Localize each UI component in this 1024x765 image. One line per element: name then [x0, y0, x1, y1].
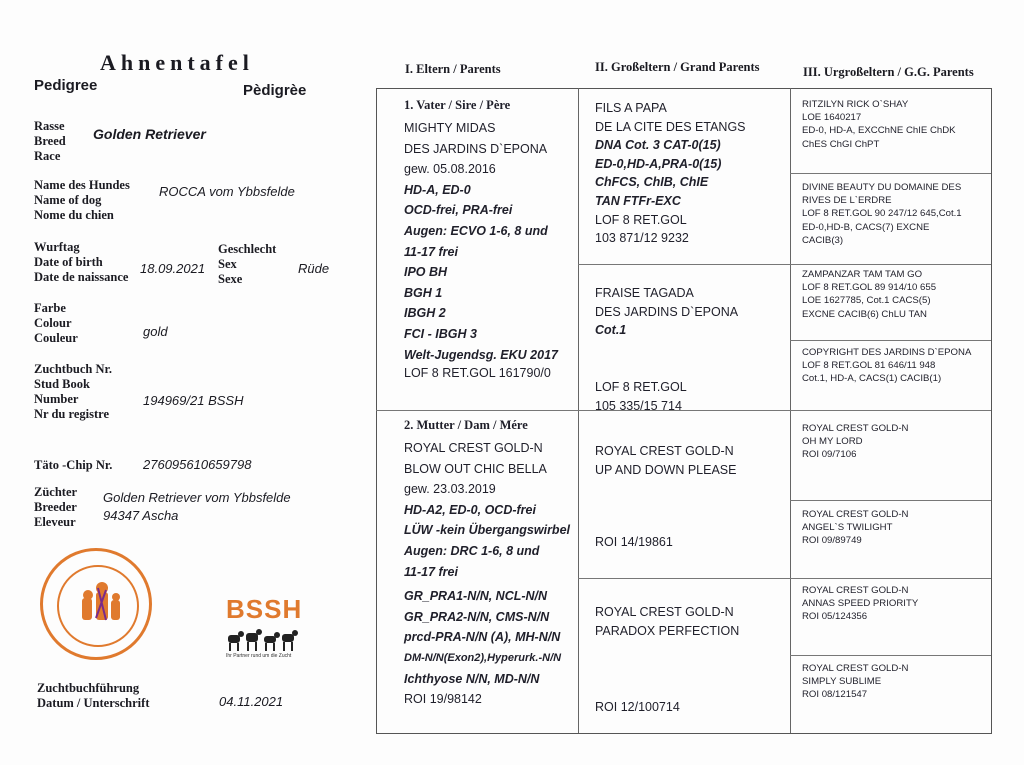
sire-heading: 1. Vater / Sire / Père — [404, 98, 511, 112]
dog-name-value: ROCCA vom Ybbsfelde — [159, 184, 295, 199]
grandparent-4: ROYAL CREST GOLD-N PARADOX PERFECTION — [595, 605, 740, 638]
breeder-value: Golden Retriever vom Ybbsfelde 94347 Ascha — [103, 490, 291, 523]
sire-cell: 1. Vater / Sire / Père MIGHTY MIDAS DES JARDINS D`EPONA gew. 05.08.2016 HD-A, ED-0 OCD-frei, PRA-frei Augen: ECVO 1-6, 8 und 11-17 frei IPO BH BGH 1 IBGH 2 FCI - IBGH 3 Welt-Jugendsg. EKU 2017 LOF 8 RET.GOL 161790/0 — [404, 98, 558, 381]
dog-name-labels: Name des Hundes Name of dog Nome du chien — [34, 178, 130, 222]
signature-labels: Zuchtbuchführung Datum / Unterschrift — [37, 681, 150, 710]
great-grandparent-1: RITZILYN RICK O`SHAY LOE 1640217 ED-0, HD-A, EXCChNE ChIE ChDK ChES ChGI ChPT — [802, 99, 956, 150]
chip-value: 276095610659798 — [143, 457, 252, 472]
stamp-dogs-icon — [40, 548, 152, 660]
association-stamp — [40, 548, 152, 660]
great-grandparent-3: ZAMPANZAR TAM TAM GO LOF 8 RET.GOL 89 914/10 655 LOE 1627785, Cot.1 CACS(5) EXCNE CACIB(6) ChLU TAN — [802, 269, 937, 320]
breed-labels: Rasse Breed Race — [34, 119, 66, 163]
birth-value: 18.09.2021 — [140, 261, 206, 276]
bssh-logo: BSSH Ihr Partner rund um die Zucht — [226, 594, 303, 659]
signature-date: 04.11.2021 — [219, 694, 284, 709]
pedigree-en: Pedigree — [34, 77, 98, 94]
dog-silhouettes-icon — [226, 627, 298, 653]
great-grandparent-2: DIVINE BEAUTY DU DOMAINE DES RIVES DE L`ERDRE LOF 8 RET.GOL 90 247/12 645,Cot.1 ED-0,HD-B, CACS(7) EXCNE CACIB(3) — [802, 182, 962, 246]
chip-label: Täto -Chip Nr. — [34, 458, 113, 472]
birth-labels: Wurftag Date of birth Date de naissance — [34, 240, 129, 284]
grandparent-2: FRAISE TAGADA DES JARDINS D`EPONA Cot.1 — [595, 286, 739, 338]
grandparent-4-reg: ROI 12/100714 — [595, 700, 680, 714]
grandparent-3-reg: ROI 14/19861 — [595, 535, 673, 549]
header-greatgrandparents: III. Urgroßeltern / G.G. Parents — [803, 65, 974, 79]
grandparent-3: ROYAL CREST GOLD-N UP AND DOWN PLEASE — [595, 444, 737, 477]
studbook-value: 194969/21 BSSH — [143, 393, 244, 408]
sex-labels: Geschlecht Sex Sexe — [218, 242, 277, 286]
studbook-labels: Zuchtbuch Nr. Stud Book Number Nr du registre — [34, 362, 113, 421]
colour-labels: Farbe Colour Couleur — [34, 301, 78, 345]
great-grandparent-8: ROYAL CREST GOLD-N SIMPLY SUBLIME ROI 08/121547 — [802, 663, 909, 701]
breeder-labels: Züchter Breeder Eleveur — [34, 485, 78, 529]
great-grandparent-5: ROYAL CREST GOLD-N OH MY LORD ROI 09/7106 — [802, 423, 909, 461]
grandparent-2-reg: LOF 8 RET.GOL 105 335/15 714 — [595, 380, 687, 413]
header-parents: I. Eltern / Parents — [405, 62, 501, 76]
great-grandparent-7: ROYAL CREST GOLD-N ANNAS SPEED PRIORITY ROI 05/124356 — [802, 585, 919, 623]
pedigree-fr: Pèdigrèe — [243, 82, 307, 99]
dam-heading: 2. Mutter / Dam / Mére — [404, 418, 528, 432]
great-grandparent-4: COPYRIGHT DES JARDINS D`EPONA LOF 8 RET.GOL 81 646/11 948 Cot.1, HD-A, CACS(1) CACIB(1) — [802, 347, 972, 385]
colour-value: gold — [143, 324, 168, 339]
sex-value: Rüde — [298, 261, 330, 276]
document-title: Ahnentafel — [100, 50, 254, 75]
great-grandparent-6: ROYAL CREST GOLD-N ANGEL`S TWILIGHT ROI 09/89749 — [802, 509, 909, 547]
breed-value: Golden Retriever — [93, 126, 206, 142]
grandparent-1: FILS A PAPA DE LA CITE DES ETANGS DNA Cot. 3 CAT-0(15) ED-0,HD-A,PRA-0(15) ChFCS, ChIB, ChIE TAN FTFr-EXC LOF 8 RET.GOL 103 871/12 9232 — [595, 101, 746, 246]
header-grandparents: II. Großeltern / Grand Parents — [595, 60, 760, 74]
dam-cell: 2. Mutter / Dam / Mére ROYAL CREST GOLD-N BLOW OUT CHIC BELLA gew. 23.03.2019 HD-A2, ED-0, OCD-frei LÜW -kein Übergangswirbel Augen: DRC 1-6, 8 und 11-17 frei GR_PRA1-N/N, NCL-N/N GR_PRA2-N/N, CMS-N/N prcd-PRA-N/N (A), MH-N/N DM-N/N(Exon2),Hyperurk.-N/N Ichthyose N/N, MD-N/N ROI 19/98142 — [404, 418, 570, 707]
